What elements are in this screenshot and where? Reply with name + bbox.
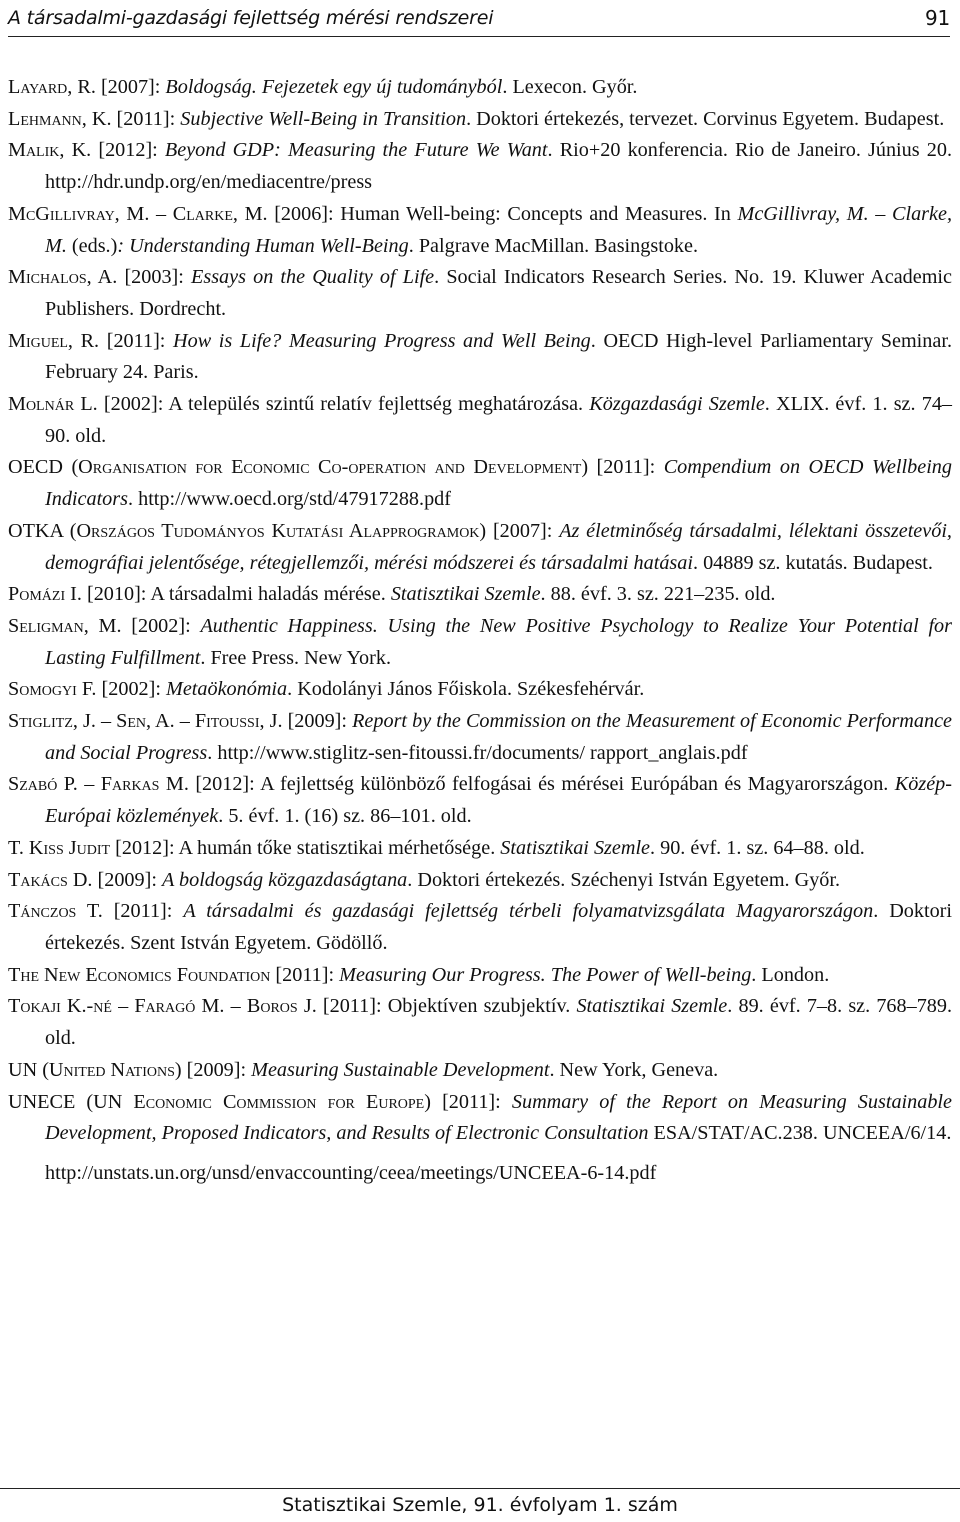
reference-entry: Michalos, A. [2003]: Essays on the Quality of Life. Social Indicators Research Series. No. 19. Kluwer Academic Publishers. Dordrecht.	[8, 266, 952, 320]
reference-list	[8, 72, 952, 1190]
reference-entry: Malik, K. [2012]: Beyond GDP: Measuring the Future We Want. Rio+20 konferencia. Rio de Janeiro. Június 20. http://hdr.undp.org/en/mediacentre/press	[8, 139, 952, 194]
reference-url[interactable]: http://unstats.un.org/unsd/envaccounting/ceea/meetings/UNCEEA-6-14.pdf	[45, 1161, 657, 1184]
reference-entry: Tánczos T. [2011]: A társadalmi és gazdasági fejlettség térbeli folyamatvizsgálata Magyarországon. Doktori értekezés. Szent István Egyetem. Gödöllő.	[8, 900, 952, 954]
running-footer: Statisztikai Szemle, 91. évfolyam 1. szám	[0, 1488, 960, 1522]
running-title: A társadalmi-gazdasági fejlettség mérési rendszerei	[8, 7, 494, 29]
reference-entry: Layard, R. [2007]: Boldogság. Fejezetek egy új tudományból. Lexecon. Győr.	[8, 76, 638, 98]
reference-entry: Pomázi I. [2010]: A társadalmi haladás mérése. Statisztikai Szemle. 88. évf. 3. sz. 221–235. old.	[8, 583, 776, 606]
reference-entry: Takács D. [2009]: A boldogság közgazdaságtana. Doktori értekezés. Széchenyi István Egyetem. Győr.	[8, 868, 841, 891]
running-header	[8, 0, 950, 37]
reference-entry: T. Kiss Judit [2012]: A humán tőke statisztikai mérhetősége. Statisztikai Szemle. 90. évf. 1. sz. 64–88. old.	[8, 836, 865, 859]
reference-entry: McGillivray, M. – Clarke, M. [2006]: Human Well-being: Concepts and Measures. In McGillivray, M. – Clarke, M. (eds.): Understanding Human Well-Being. Palgrave MacMillan. Basingstoke.	[8, 202, 952, 257]
reference-entry: Szabó P. – Farkas M. [2012]: A fejlettség különböző felfogásai és mérései Európában és Magyarországon. Közép-Európai közlemények. 5. évf. 1. (16) sz. 86–101. old.	[8, 773, 952, 828]
reference-entry: The New Economics Foundation [2011]: Measuring Our Progress. The Power of Well-being. London.	[8, 963, 830, 986]
reference-entry: Lehmann, K. [2011]: Subjective Well-Being in Transition. Doktori értekezés, tervezet. Corvinus Egyetem. Budapest.	[8, 107, 945, 130]
page-number: 91	[924, 6, 950, 30]
reference-entry: Seligman, M. [2002]: Authentic Happiness. Using the New Positive Psychology to Realize Your Potential for Lasting Fulfillment. Free Press. New York.	[8, 614, 953, 669]
reference-entry: Tokaji K.-né – Faragó M. – Boros J. [2011]: Objektíven szubjektív. Statisztikai Szemle. 89. évf. 7–8. sz. 768–789. old.	[8, 995, 953, 1050]
reference-entry: UNECE (UN Economic Commission for Europe) [2011]: Summary of the Report on Measuring Sustainable Development, Proposed Indicators, and Results of Electronic Consultation ESA/STAT/AC.238. UNCEEA/6/14.	[8, 1090, 953, 1145]
reference-entry: Miguel, R. [2011]: How is Life? Measuring Progress and Well Being. OECD High-level Parliamentary Seminar. February 24. Paris.	[8, 329, 952, 384]
reference-entry: OECD (Organisation for Economic Co-operation and Development) [2011]: Compendium on OECD Wellbeing Indicators. http://www.oecd.org/std/47917288.pdf	[8, 456, 952, 511]
reference-entry: Somogyi F. [2002]: Metaökonómia. Kodolányi János Főiskola. Székesfehérvár.	[8, 678, 645, 701]
reference-entry: Molnár L. [2002]: A település szintű relatív fejlettség meghatározása. Közgazdasági Szemle. XLIX. évf. 1. sz. 74–90. old.	[8, 393, 953, 447]
reference-entry: OTKA (Országos Tudományos Kutatási Alapprogramok) [2007]: Az életminőség társadalmi, lélektani összetevői, demográfiai jelentősége, rétegjellemzői, mérési módszerei és társadalmi hatásai. 04889 sz. kutatás. Budapest.	[8, 519, 952, 574]
reference-entry: UN (United Nations) [2009]: Measuring Sustainable Development. New York, Geneva.	[8, 1058, 719, 1081]
reference-entry: Stiglitz, J. – Sen, A. – Fitoussi, J. [2009]: Report by the Commission on the Measurement of Economic Performance and Social Progress. http://www.stiglitz-sen-fitoussi.fr/documents/ rapport_anglais.pdf	[8, 710, 952, 764]
